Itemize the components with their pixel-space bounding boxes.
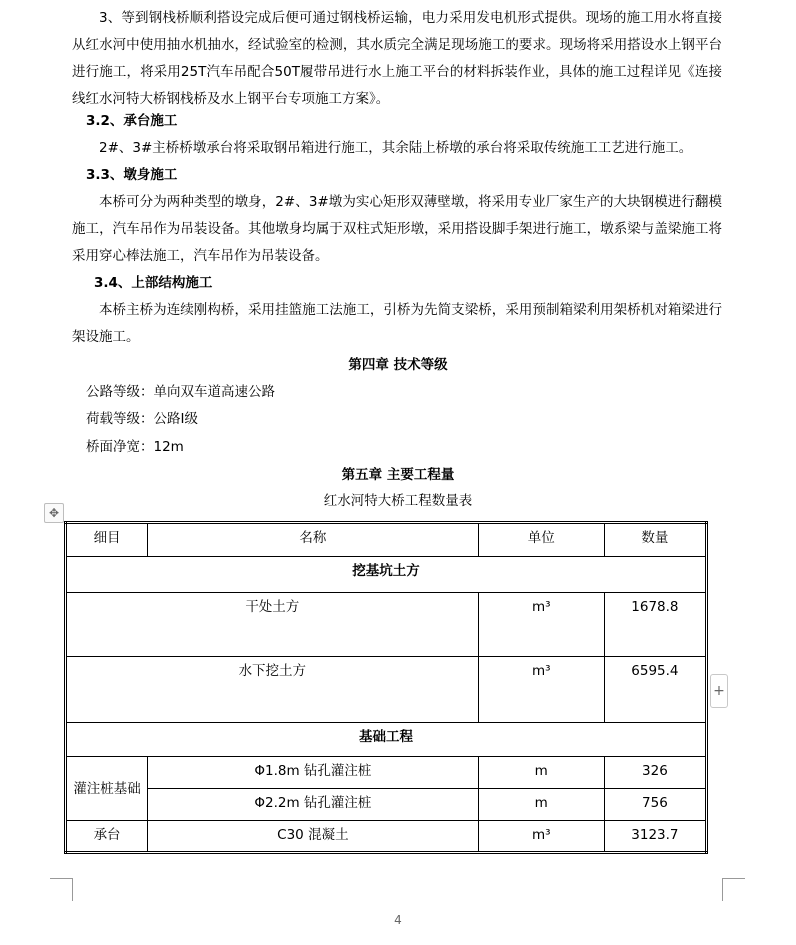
table-row — [66, 821, 707, 853]
table-row — [66, 789, 707, 821]
table-row — [66, 757, 707, 789]
row-name: C30 混凝土 — [148, 821, 479, 853]
deck-width: 桥面净宽：12m — [86, 439, 184, 455]
row-name: 干处土方 — [66, 593, 479, 657]
row-quantity: 756 — [604, 789, 706, 821]
pile-group-label: 灌注桩基础 — [66, 757, 148, 821]
section-row-foundation — [66, 723, 707, 757]
heading-3-3: 3.3、墩身施工 — [86, 167, 178, 183]
page-number: 4 — [394, 913, 402, 927]
heading-3-2: 3.2、承台施工 — [86, 113, 178, 129]
load-grade: 荷载等级：公路Ⅰ级 — [86, 411, 198, 427]
table-caption: 红水河特大桥工程数量表 — [323, 493, 473, 509]
header-item: 细目 — [66, 523, 148, 557]
table-row — [66, 593, 707, 657]
paragraph-water-power: 3、等到钢栈桥顺利搭设完成后便可通过钢栈桥运输，电力采用发电机形式提供。现场的施工用水将直接从红水河中使用抽水机抽水，经试验室的检测，其水质完全满足现场施工的要求。现场将采用搭设水上钢平台进行施工，将采用25T汽车吊配合50T履带吊进行水上施工平台的材料拆装作业，具体的施工过程详见《连接线红水河特大桥钢栈桥及水上钢平台专项施工方案》。 — [72, 10, 722, 107]
page-margin-corner-left — [50, 878, 73, 901]
row-unit: m — [478, 789, 604, 821]
paragraph-cap-construction: 2#、3#主桥桥墩承台将采取钢吊箱进行施工，其余陆上桥墩的承台将采取传统施工工艺进行施工。 — [99, 140, 693, 156]
paragraph-pier-construction: 本桥可分为两种类型的墩身，2#、3#墩为实心矩形双薄壁墩，将采用专业厂家生产的大块钢模进行翻模施工，汽车吊作为吊装设备。其他墩身均属于双柱式矩形墩，采用搭设脚手架进行施工，墩系梁与盖梁施工将采用穿心棒法施工，汽车吊作为吊装设备。 — [72, 194, 722, 264]
row-quantity: 6595.4 — [604, 657, 706, 723]
table-header-row — [66, 523, 707, 557]
header-unit: 单位 — [478, 523, 604, 557]
row-name: Φ2.2m 钻孔灌注桩 — [148, 789, 479, 821]
row-name: Φ1.8m 钻孔灌注桩 — [148, 757, 479, 789]
row-quantity: 3123.7 — [604, 821, 706, 853]
row-unit: m³ — [478, 593, 604, 657]
row-unit: m — [478, 757, 604, 789]
chapter-4-title: 第四章 技术等级 — [348, 357, 448, 373]
row-name: 水下挖土方 — [66, 657, 479, 723]
table-row — [66, 657, 707, 723]
header-quantity: 数量 — [604, 523, 706, 557]
header-name: 名称 — [148, 523, 479, 557]
heading-3-4: 3.4、上部结构施工 — [94, 275, 213, 291]
paragraph-superstructure: 本桥主桥为连续刚构桥，采用挂篮施工法施工，引桥为先简支梁桥，采用预制箱梁利用架桥机对箱梁进行架设施工。 — [72, 302, 722, 345]
section-foundation: 基础工程 — [66, 723, 707, 757]
move-icon[interactable]: ✥ — [44, 503, 64, 523]
chapter-5-title: 第五章 主要工程量 — [341, 467, 455, 483]
row-unit: m³ — [478, 657, 604, 723]
row-quantity: 1678.8 — [604, 593, 706, 657]
section-row-excavation — [66, 557, 707, 593]
quantity-table — [64, 521, 708, 854]
section-excavation: 挖基坑土方 — [66, 557, 707, 593]
road-grade: 公路等级：单向双车道高速公路 — [86, 384, 275, 400]
row-quantity: 326 — [604, 757, 706, 789]
row-unit: m³ — [478, 821, 604, 853]
plus-icon[interactable]: + — [710, 674, 728, 708]
row-item: 承台 — [66, 821, 148, 853]
page-margin-corner-right — [722, 878, 745, 901]
